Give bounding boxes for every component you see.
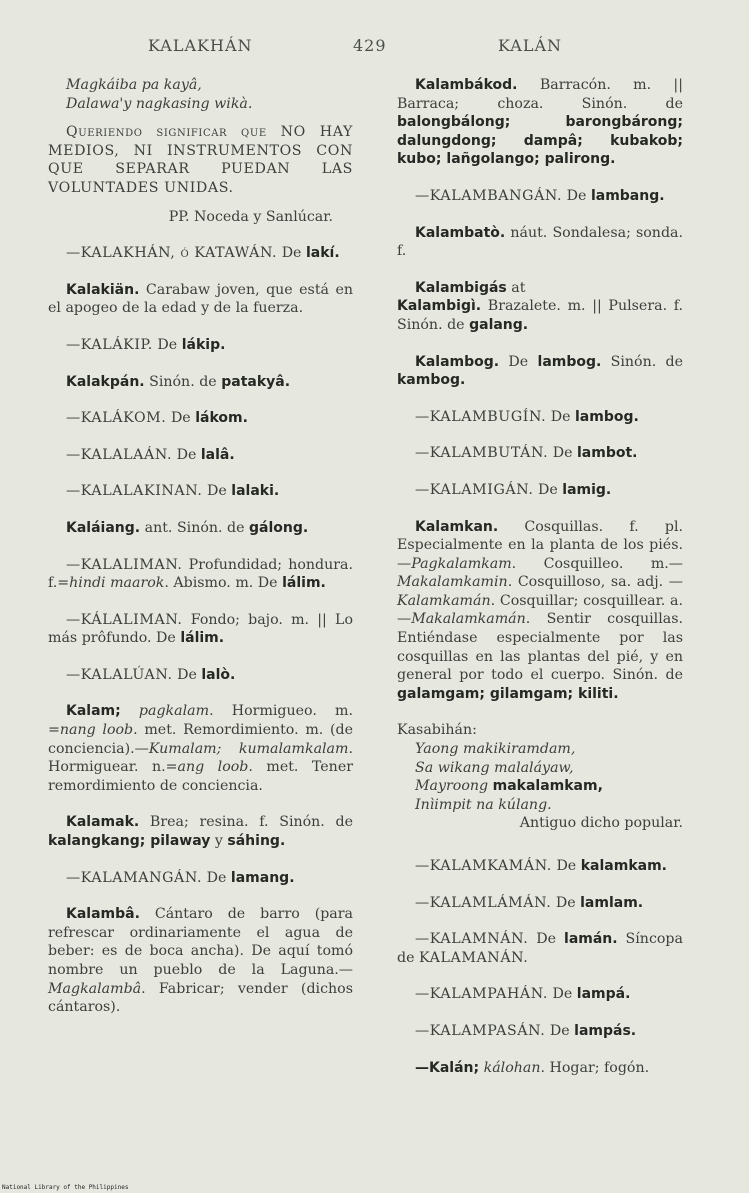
saying-source: Antiguo dicho popular. [519,815,683,832]
entry-kalaliman: —KALALIMAN. Profundidad; hondura. f.=hindi maarok. Abismo. m. De lálim. [48,556,353,592]
entry-kalampahan: —KALAMPAHÁN. De lampá. [415,986,631,1003]
entry-kalalakinan: —KALALAKINAN. De lalaki. [66,483,280,500]
saying-line: Sa wikang malaláyaw, [415,759,574,776]
entry-kalaliman-2: —KÁLALIMAN. Fondo; bajo. m. || Lo más prôfundo. De lálim. [48,611,353,647]
entry-kalakian: Kalakiän. Carabaw joven, que está en el apogeo de la edad y de la fuerza. [48,281,353,317]
verse-source: PP. Noceda y Sanlúcar. [168,208,333,225]
entry-kalalang: Kaláiang. ant. Sinón. de gálong. [66,519,309,536]
entry-kalambato: Kalambatò. náut. Sondalesa; sonda. f. [397,224,683,260]
left-column [48,76,353,1035]
library-credit: National Library of the Philippines [2,1184,129,1191]
verse-meaning: Queriendo significar que NO HAY MEDIOS, NI INSTRUMENTOS CON QUE SEPARAR PUEDAN LAS VOLUNTADES UNIDAS. [48,124,353,196]
saying-line: Mayroong makalamkam, [415,778,603,795]
entry-kalalaan: —KALALAÁN. De lalâ. [66,446,235,463]
running-head-right: KALÁN [498,36,563,55]
running-head-left: KALAKHÁN [148,36,253,55]
entry-kalamangan: —KALAMANGÁN. De lamang. [66,869,295,886]
page-number: 429 [353,36,387,55]
entry-kalakip: —KALÁKIP. De lákip. [66,336,226,353]
entry-kalan: —Kalán; kálohan. Hogar; fogón. [415,1059,650,1076]
entry-kalaluan: —KALALÚAN. De lalò. [66,666,236,683]
entry-kalakhan: —KALAKHÁN, ó KATAWÁN. De lakí. [66,245,340,262]
entry-kalakpan: Kalakpán. Sinón. de patakyâ. [66,373,291,390]
saying-label: Kasabihán: [397,722,477,739]
verse-line: Dalawa'y nagkasing wikà. [66,95,253,112]
entry-kalamkan: Kalamkan. Cosquillas. f. pl. Especialmente en la planta de los piés. —Pagkalamkam. Cosquilleo. m.—Makalamkamin. Cosquilloso, sa. adj. —Kalamkamán. Cosquillar; cosquillear. a.—Makalamkamán. Sentir cosquillas. Entiéndase especialmente por las cosquillas en las plantas del pié, y en general por todo el cuerpo. Sinón. de galamgam; gilamgam; kiliti. [397,518,683,702]
entry-kalamnan: —KALAMNÁN. De lamán. Síncopa de KALAMANÁN. [397,931,683,966]
verse-quote [48,76,353,113]
saying-line: Inìimpit na kúlang. [415,796,552,813]
entry-kalambakod: Kalambákod. Barracón. m. || Barraca; choza. Sinón. de balongbálong; barongbárong; dalungdong; dampâ; kubakob; kubo; lañgolango; palirong. [397,77,683,168]
entry-kalamak: Kalamak. Brea; resina. f. Sinón. de kalangkang; pilaway y sáhing. [48,814,353,850]
entry-kalamigan: —KALAMIGÁN. De lamig. [415,481,612,498]
entry-kalamba: Kalambâ. Cántaro de barro (para refrescar ordinariamente el agua de beber: es de boca ancha). De aquí tomó nombre un pueblo de la Laguna.—Magkalambâ. Fabricar; vender (dichos cántaros). [48,906,354,1016]
entry-kalam: Kalam; pagkalam. Hormigueo. m. =nang loob. met. Remordimiento. m. (de conciencia).—Kumalam; kumalamkalam. Hormiguear. n.=ang loob. met. Tener remordimiento de conciencia. [48,703,353,794]
saying-line: Yaong makikiramdam, [415,741,576,758]
entry-kalambugin: —KALAMBUGÍN. De lambog. [415,408,639,425]
entry-kalampasan: —KALAMPASÁN. De lampás. [415,1022,637,1039]
entry-kalambog: Kalambog. De lambog. Sinón. de kambog. [397,353,684,389]
entry-kalamlaman: —KALAMLÁMÁN. De lamlam. [415,894,644,911]
entry-kalakom: —KALÁKOM. De lákom. [66,410,248,427]
verse-line: Magkáiba pa kayâ, [66,77,202,93]
right-column [397,76,683,1095]
saying-block [397,721,683,833]
entry-kalambangan: —KALAMBANGÁN. De lambang. [415,187,665,204]
entry-kalamkaman: —KALAMKAMÁN. De kalamkam. [415,858,667,874]
entry-kalambigas: Kalambigás at Kalambigì. Brazalete. m. || Pulsera. f. Sinón. de galang. [397,279,683,333]
entry-kalambutan: —KALAMBUTÁN. De lambot. [415,445,638,462]
